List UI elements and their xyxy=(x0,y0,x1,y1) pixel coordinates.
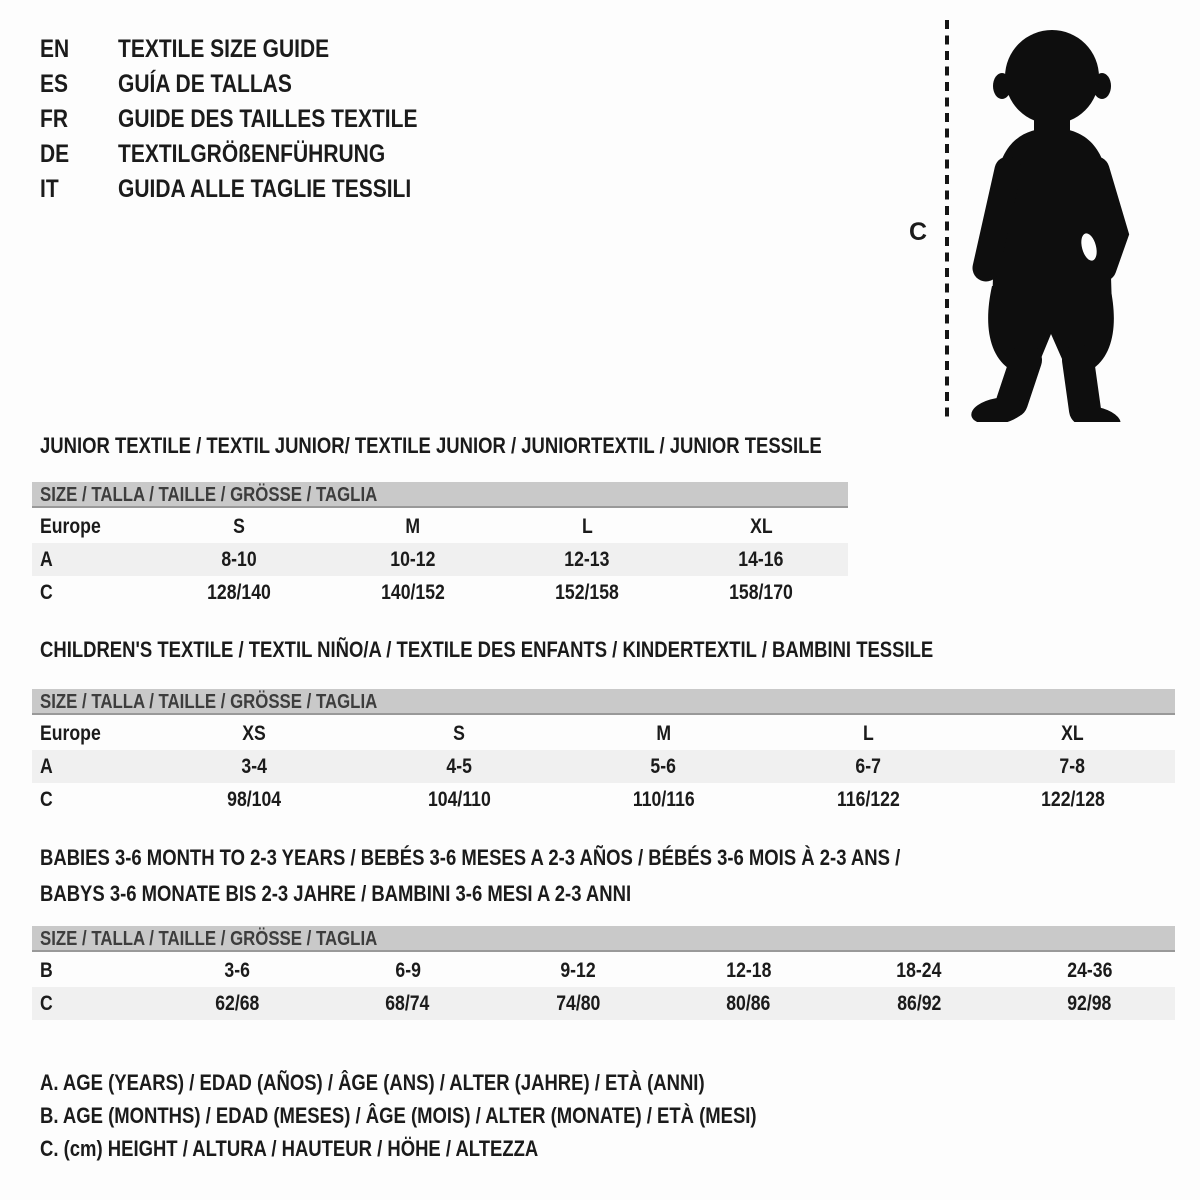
age-cell: 6-7 xyxy=(855,755,881,778)
babies-section-title-line2: BABYS 3-6 MONATE BIS 2-3 JAHRE / BAMBINI 3-6 MESI A 2-3 ANNI xyxy=(40,881,632,906)
junior-section-title xyxy=(40,428,971,464)
height-cm-row xyxy=(32,987,1175,1020)
age-years-row xyxy=(32,543,848,576)
legend-line-c: C. (cm) HEIGHT / ALTURA / HAUTEUR / HÖHE / ALTEZZA xyxy=(40,1136,539,1161)
height-cell: 98/104 xyxy=(227,788,282,811)
language-row xyxy=(40,172,475,207)
age-years-row xyxy=(32,750,1175,783)
age-cell: 8-10 xyxy=(221,548,257,571)
baby-silhouette-icon xyxy=(962,22,1140,422)
row-label: A xyxy=(40,755,53,778)
table-header-row xyxy=(32,717,1175,750)
guide-title: TEXTILE SIZE GUIDE xyxy=(118,35,330,63)
height-cell: 68/74 xyxy=(385,992,430,1015)
junior-size-bar xyxy=(32,482,848,508)
children-section-title xyxy=(40,632,1103,668)
height-cell: 110/116 xyxy=(632,788,695,811)
height-cell: 158/170 xyxy=(729,581,793,604)
language-code: ES xyxy=(40,70,69,98)
age-cell: 14-16 xyxy=(738,548,784,571)
height-cell: 74/80 xyxy=(556,992,601,1015)
row-label: C xyxy=(40,581,53,604)
guide-title: TEXTILGRÖßENFÜHRUNG xyxy=(118,140,386,168)
age-cell: 10-12 xyxy=(390,548,436,571)
language-code: EN xyxy=(40,35,70,63)
row-label: C xyxy=(40,788,53,811)
age-cell: 12-18 xyxy=(726,959,772,982)
height-cm-row xyxy=(32,576,848,609)
language-row xyxy=(40,137,475,172)
junior-size-table xyxy=(32,510,848,609)
size-header-cell: L xyxy=(581,515,593,538)
table-header-row xyxy=(32,510,848,543)
region-header-cell: Europe xyxy=(40,722,101,745)
babies-size-bar-text: SIZE / TALLA / TAILLE / GRÖSSE / TAGLIA xyxy=(40,928,378,950)
age-cell: 3-6 xyxy=(224,959,250,982)
height-cell: 86/92 xyxy=(897,992,942,1015)
age-cell: 6-9 xyxy=(394,959,421,982)
row-label: A xyxy=(40,548,53,571)
size-header-cell: XS xyxy=(242,722,267,745)
age-cell: 4-5 xyxy=(446,755,472,778)
age-cell: 18-24 xyxy=(896,959,942,982)
language-row xyxy=(40,102,475,137)
language-row xyxy=(40,67,475,102)
age-cell: 3-4 xyxy=(241,755,268,778)
legend-line-a: A. AGE (YEARS) / EDAD (AÑOS) / ÂGE (ANS) / ALTER (JAHRE) / ETÀ (ANNI) xyxy=(40,1070,705,1095)
height-cell: 140/152 xyxy=(381,581,445,604)
size-header-cell: XL xyxy=(1061,722,1084,745)
age-cell: 7-8 xyxy=(1059,755,1086,778)
guide-title: GUÍA DE TALLAS xyxy=(118,70,292,98)
babies-size-bar xyxy=(32,926,1175,952)
row-label: C xyxy=(40,992,53,1015)
junior-section-title-text: JUNIOR TEXTILE / TEXTIL JUNIOR/ TEXTILE JUNIOR / JUNIORTEXTIL / JUNIOR TESSILE xyxy=(40,433,822,458)
junior-size-bar-text: SIZE / TALLA / TAILLE / GRÖSSE / TAGLIA xyxy=(40,484,378,506)
region-header-cell: Europe xyxy=(40,515,101,538)
age-months-row xyxy=(32,954,1175,987)
row-label: B xyxy=(40,959,53,982)
children-size-bar xyxy=(32,689,1175,715)
children-size-table xyxy=(32,717,1175,816)
language-row xyxy=(40,32,475,67)
height-cell: 62/68 xyxy=(215,992,260,1015)
babies-section-title xyxy=(40,840,1064,912)
size-header-cell: M xyxy=(656,722,671,745)
language-code: IT xyxy=(40,175,59,203)
language-code: FR xyxy=(40,105,68,133)
height-cell: 80/86 xyxy=(726,992,771,1015)
size-header-cell: XL xyxy=(749,515,773,538)
babies-section-title-line1: BABIES 3-6 MONTH TO 2-3 YEARS / BEBÉS 3-6 MESES A 2-3 AÑOS / BÉBÉS 3-6 MOIS À 2-3 ANS / xyxy=(40,845,901,870)
size-header-cell: M xyxy=(405,515,421,538)
children-section-title-text: CHILDREN'S TEXTILE / TEXTIL NIÑO/A / TEXTILE DES ENFANTS / KINDERTEXTIL / BAMBINI TESSILE xyxy=(40,637,934,662)
height-cell: 122/128 xyxy=(1040,788,1105,811)
height-cell: 128/140 xyxy=(207,581,271,604)
children-size-bar-text: SIZE / TALLA / TAILLE / GRÖSSE / TAGLIA xyxy=(40,691,378,713)
height-measure-label: C xyxy=(908,218,928,246)
guide-title: GUIDA ALLE TAGLIE TESSILI xyxy=(118,175,412,203)
age-cell: 24-36 xyxy=(1067,959,1113,982)
height-cell: 104/110 xyxy=(427,788,491,811)
size-header-cell: S xyxy=(452,722,465,745)
age-cell: 5-6 xyxy=(650,755,677,778)
size-header-cell: L xyxy=(862,722,874,745)
size-header-cell: S xyxy=(233,515,245,538)
age-cell: 12-13 xyxy=(564,548,610,571)
babies-size-table xyxy=(32,954,1175,1020)
legend-line-b: B. AGE (MONTHS) / EDAD (MESES) / ÂGE (MOIS) / ALTER (MONATE) / ETÀ (MESI) xyxy=(40,1103,757,1128)
height-cell: 92/98 xyxy=(1067,992,1112,1015)
age-cell: 9-12 xyxy=(560,959,596,982)
measurement-legend xyxy=(40,1066,893,1165)
height-measure-line xyxy=(944,20,950,418)
guide-title: GUIDE DES TAILLES TEXTILE xyxy=(118,105,418,133)
height-cell: 152/158 xyxy=(555,581,619,604)
height-cm-row xyxy=(32,783,1175,816)
language-title-list xyxy=(40,32,475,207)
height-cell: 116/122 xyxy=(836,788,900,811)
language-code: DE xyxy=(40,140,70,168)
